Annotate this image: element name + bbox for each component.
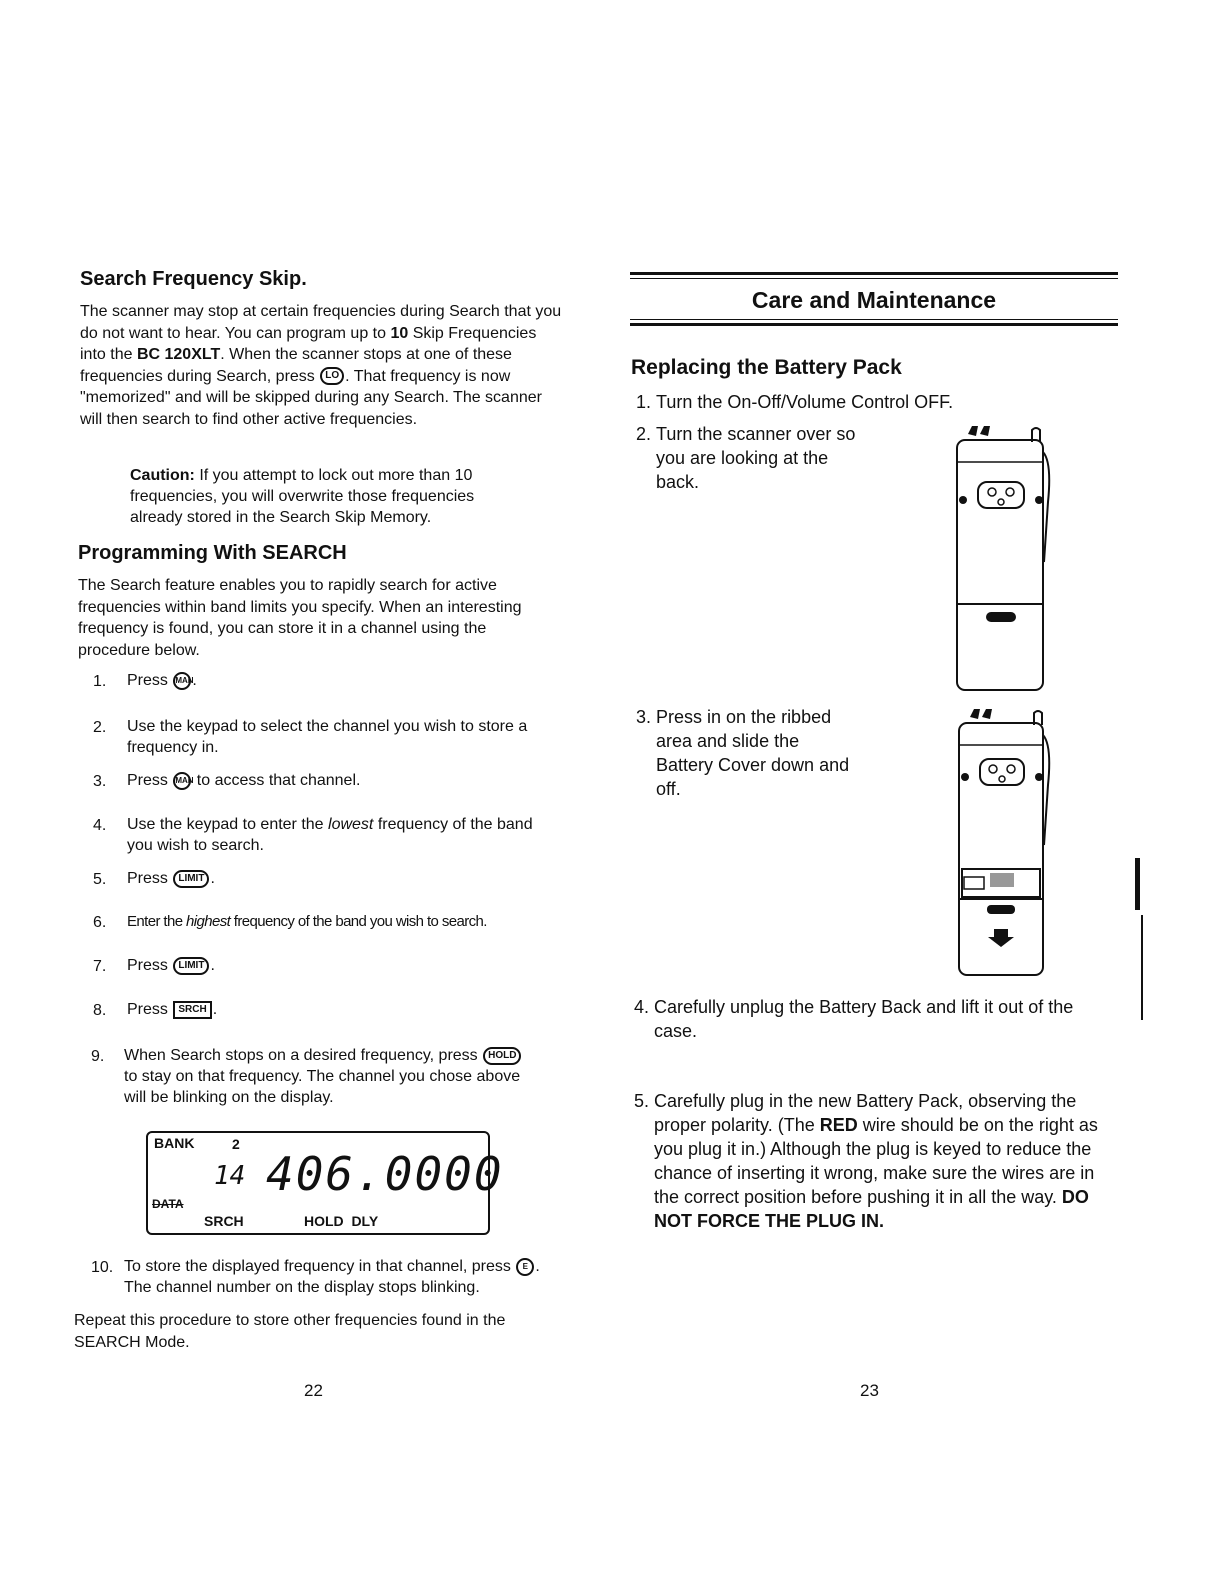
lcd-channel: 14 — [214, 1161, 246, 1191]
skip-paragraph — [80, 301, 565, 430]
step-text: to stay on that frequency. The channel you chose above will be blinking on the display. — [124, 1068, 521, 1106]
step-5 — [127, 868, 557, 889]
step-number: 3. — [636, 707, 652, 727]
outro-paragraph: Repeat this procedure to store other frequencies found in the SEARCH Mode. — [74, 1312, 506, 1351]
step-number: 3. — [93, 773, 107, 790]
step-text: wire should be on the right as you plug it in.) Although the plug is keyed to reduce the chance of inserting it wrong, make sure the wires are in the correct position before pushing it in all the way. — [654, 1115, 1098, 1207]
step-3 — [127, 770, 557, 791]
step-text: Carefully plug in the new Battery Pack, observing the proper polarity. (The — [654, 1091, 1077, 1135]
skip-heading: Search Frequency Skip. — [80, 268, 307, 290]
lcd-display — [146, 1131, 504, 1235]
man-key-icon: MAN — [173, 772, 191, 790]
step-4 — [127, 814, 557, 856]
lo-key-icon: LO — [320, 367, 344, 385]
step-text: Use the keypad to enter the — [127, 816, 329, 833]
caution-note — [130, 465, 530, 528]
skip-count: 10 — [390, 324, 409, 342]
step-number: 1. — [636, 392, 652, 412]
step-8 — [127, 999, 557, 1020]
step-text: Enter the — [127, 913, 187, 930]
limit-key-icon: LIMIT — [173, 957, 209, 975]
programming-heading: Programming With SEARCH — [78, 542, 347, 564]
step-text: frequency of the band you wish to search. — [127, 816, 533, 854]
step-text: When Search stops on a desired frequency, press — [124, 1047, 483, 1064]
battery-step-1: Turn the On-Off/Volume Control OFF. — [656, 392, 954, 412]
battery-step-4: Carefully unplug the Battery Back and lift it out of the case. — [654, 997, 1074, 1041]
lcd-data-label: DATA — [152, 1197, 184, 1211]
step-number: 4. — [93, 817, 107, 834]
top-rule-thin — [630, 278, 1118, 279]
step-text: To store the displayed frequency in that channel, press — [124, 1258, 516, 1275]
caution-label: Caution: — [130, 467, 195, 484]
skip-text-3: . When the scanner stops at one of these frequencies during Search, press — [80, 346, 512, 385]
e-key-icon: E — [516, 1258, 534, 1276]
step-10 — [124, 1256, 559, 1298]
step-number: 9. — [91, 1048, 105, 1065]
step-number: 1. — [93, 673, 107, 690]
step-text: to access that channel. — [192, 772, 361, 789]
step-2: Use the keypad to select the channel you wish to store a frequency in. — [127, 718, 528, 756]
step-text: Press — [127, 672, 173, 689]
limit-key-icon: LIMIT — [173, 870, 209, 888]
warning-text: DO NOT FORCE THE PLUG IN. — [654, 1187, 1089, 1231]
man-key-icon: MAN — [173, 672, 191, 690]
top-rule — [630, 272, 1118, 275]
bottom-rule-thin — [630, 319, 1118, 320]
step-text: . — [210, 870, 215, 887]
skip-text-2: Skip Frequencies into the — [80, 324, 537, 363]
skip-text-4: . That frequency is now "memorized" and will be skipped during any Search. The scanner will then search to find other active frequencies. — [80, 367, 542, 428]
battery-cover-removed-illustration — [950, 705, 1054, 980]
step-text: Press — [127, 772, 173, 789]
lcd-hold-dly-label: HOLD DLY — [304, 1213, 379, 1229]
model-name: BC 120XLT — [136, 346, 221, 363]
section-title: Care and Maintenance — [751, 287, 997, 313]
step-number: 5. — [634, 1091, 650, 1111]
step-number: 5. — [93, 871, 107, 888]
step-number: 6. — [93, 914, 107, 931]
battery-step-5 — [654, 1089, 1114, 1233]
hold-key-icon: HOLD — [483, 1047, 521, 1065]
margin-mark — [1135, 858, 1140, 910]
step-text: Press — [127, 870, 173, 887]
bottom-rule — [630, 323, 1118, 326]
step-text: frequency of the band you wish to search. — [230, 913, 487, 930]
step-number: 2. — [636, 424, 652, 444]
red-wire-label: RED — [819, 1115, 858, 1135]
step-emphasis: highest — [186, 913, 231, 930]
battery-heading: Replacing the Battery Pack — [631, 356, 902, 379]
lcd-frequency: 406.0000 — [266, 1147, 504, 1201]
srch-key-icon: SRCH — [173, 1001, 211, 1019]
step-number: 10. — [91, 1259, 114, 1276]
step-number: 4. — [634, 997, 650, 1017]
lcd-bank-number: 2 — [232, 1136, 240, 1152]
step-text: Press — [127, 957, 173, 974]
lcd-bank-label: BANK — [154, 1135, 195, 1151]
step-6 — [127, 911, 567, 932]
step-text: . — [210, 957, 215, 974]
programming-intro: The Search feature enables you to rapidly search for active frequencies within band limits you specify. When an interesting frequency is found, you can store it in a channel using the procedure below. — [78, 577, 522, 659]
caution-text: If you attempt to lock out more than 10 frequencies, you will overwrite those frequencies already stored in the Search Skip Memory. — [130, 467, 475, 526]
step-number: 8. — [93, 1002, 107, 1019]
skip-text-1: The scanner may stop at certain frequencies during Search that you do not want to hear. You can program up to — [80, 303, 562, 342]
battery-step-2: Turn the scanner over so you are looking at the back. — [656, 424, 856, 492]
step-9 — [124, 1045, 524, 1108]
step-number: 7. — [93, 958, 107, 975]
step-emphasis: lowest — [328, 816, 374, 833]
step-1 — [127, 670, 557, 691]
lcd-srch-label: SRCH — [204, 1213, 244, 1229]
scanner-back-illustration — [948, 422, 1052, 694]
step-7 — [127, 955, 557, 976]
step-text: Press — [127, 1001, 173, 1018]
step-text: . — [192, 672, 197, 689]
step-text: . The channel number on the display stops blinking. — [124, 1258, 540, 1296]
battery-step-3: Press in on the ribbed area and slide the Battery Cover down and off. — [656, 707, 850, 799]
margin-mark-thin — [1141, 915, 1143, 1020]
step-text: . — [212, 1001, 218, 1018]
step-number: 2. — [93, 719, 107, 736]
page-number-right: 23 — [860, 1381, 879, 1400]
page-number-left: 22 — [304, 1381, 323, 1400]
